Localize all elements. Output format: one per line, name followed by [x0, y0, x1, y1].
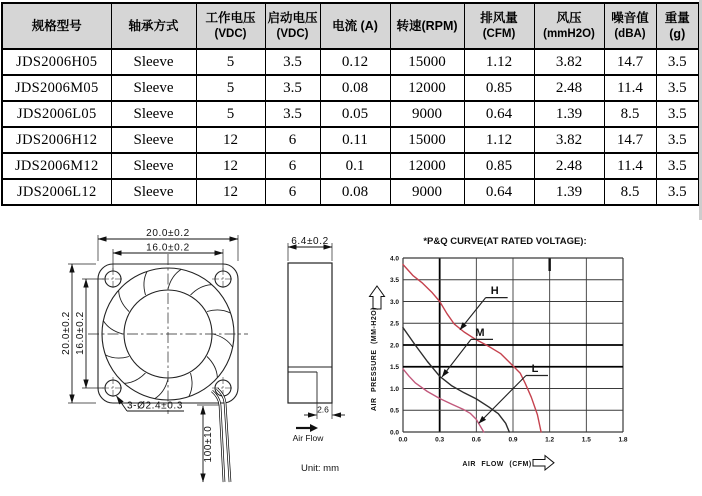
dim-width-outer: 20.0±0.2 — [146, 228, 190, 239]
table-cell: 0.1 — [320, 153, 390, 179]
table-cell: 12 — [196, 153, 265, 179]
table-cell: 6 — [265, 179, 320, 205]
table-cell: JDS2006M05 — [2, 75, 111, 101]
fan-side-view — [288, 263, 332, 403]
column-header-voltage: 工作电压 (VDC) — [196, 3, 265, 49]
table-cell: 12 — [196, 179, 265, 205]
table-row — [2, 179, 699, 205]
table-cell: Sleeve — [111, 127, 196, 153]
x-tick-label: 0.3 — [435, 436, 445, 444]
y-axis-label: AIR PRESSURE (MM-H2O) — [371, 306, 378, 412]
curve-label-arrow — [460, 298, 486, 330]
table-cell: 3.5 — [656, 75, 699, 101]
hole-callout: 3-Ø2.4±0.3 — [127, 400, 183, 412]
table-cell: 3.5 — [265, 101, 320, 127]
x-tick-label: 1.2 — [545, 436, 555, 444]
dim-hub-depth: 2.6 — [317, 404, 329, 415]
dimension-drawings — [60, 225, 360, 496]
table-cell: 1.12 — [464, 127, 534, 153]
dim-width-holes: 16.0±0.2 — [146, 242, 190, 254]
table-cell: JDS2006M12 — [2, 153, 111, 179]
dim-height-outer: 20.0±0.2 — [61, 311, 72, 355]
table-cell: JDS2006H05 — [2, 49, 111, 75]
table-cell: 0.64 — [464, 179, 534, 205]
table-cell: 11.4 — [604, 75, 656, 101]
table-cell: 0.08 — [320, 75, 390, 101]
column-header-model: 规格型号 — [2, 3, 111, 49]
curve-label-arrow — [479, 375, 526, 423]
column-header-current: 电流 (A) — [320, 3, 390, 49]
x-tick-label: 0.6 — [471, 436, 481, 444]
y-tick-label: 4.0 — [389, 255, 399, 263]
table-cell: 2.48 — [534, 75, 604, 101]
unit-note: Unit: mm — [301, 463, 339, 474]
chart-title: *P&Q CURVE(AT RATED VOLTAGE): — [423, 236, 587, 247]
table-cell: 12000 — [390, 75, 464, 101]
dim-height-holes: 16.0±0.2 — [75, 311, 86, 355]
table-cell: 5 — [196, 101, 265, 127]
table-cell: 0.85 — [464, 153, 534, 179]
y-tick-label: 3.0 — [389, 298, 399, 306]
table-cell: 12 — [196, 127, 265, 153]
table-row — [2, 101, 699, 127]
y-tick-label: 0.5 — [389, 407, 399, 415]
table-cell: 3.5 — [656, 101, 699, 127]
x-axis-right-arrow-icon — [533, 456, 554, 471]
x-tick-label: 1.8 — [618, 436, 628, 444]
y-tick-label: 2.5 — [389, 320, 399, 328]
table-cell: 3.5 — [656, 153, 699, 179]
table-cell: 15000 — [390, 127, 464, 153]
table-cell: 3.5 — [265, 49, 320, 75]
table-cell: 0.12 — [320, 49, 390, 75]
table-cell: 14.7 — [604, 127, 656, 153]
table-cell: 0.08 — [320, 179, 390, 205]
spec-table-header — [2, 3, 699, 49]
column-header-speed: 转速(RPM) — [390, 3, 464, 49]
table-cell: 3.82 — [534, 49, 604, 75]
table-cell: 3.5 — [656, 49, 699, 75]
x-tick-label: 1.5 — [581, 436, 591, 444]
air-flow-arrow-icon — [296, 424, 318, 432]
curve-label-H: H — [490, 285, 499, 298]
spec-table — [1, 2, 700, 206]
table-cell: 6 — [265, 153, 320, 179]
table-cell: Sleeve — [111, 75, 196, 101]
table-cell: 0.11 — [320, 127, 390, 153]
y-tick-label: 1.5 — [389, 364, 399, 372]
table-cell: Sleeve — [111, 153, 196, 179]
table-cell: 8.5 — [604, 101, 656, 127]
curve-label-L: L — [531, 362, 539, 375]
y-tick-label: 3.5 — [389, 277, 399, 285]
table-cell: 3.5 — [265, 75, 320, 101]
table-cell: 9000 — [390, 101, 464, 127]
column-header-noise: 噪音值 (dBA) — [604, 3, 656, 49]
y-tick-label: 0.0 — [389, 429, 399, 437]
y-tick-label: 2.0 — [389, 342, 399, 350]
table-cell: 0.64 — [464, 101, 534, 127]
table-row — [2, 49, 699, 75]
table-cell: 3.82 — [534, 127, 604, 153]
table-row — [2, 127, 699, 153]
table-cell: 2.48 — [534, 153, 604, 179]
x-tick-label: 0.0 — [398, 436, 408, 444]
table-cell: 8.5 — [604, 179, 656, 205]
y-axis-up-arrow-icon — [370, 286, 385, 309]
pq-curve-chart — [355, 228, 702, 496]
x-axis-label: AIR FLOW (CFM) — [462, 461, 532, 468]
chart-grid — [403, 258, 623, 432]
spec-table-body — [2, 49, 699, 205]
wire-length-dim: 100±10 — [203, 425, 214, 463]
table-cell: 5 — [196, 49, 265, 75]
chart-curves — [403, 265, 541, 433]
table-cell: 15000 — [390, 49, 464, 75]
chart-tick-labels — [390, 255, 628, 443]
table-cell: JDS2006L12 — [2, 179, 111, 205]
table-cell: 3.5 — [656, 127, 699, 153]
table-row — [2, 153, 699, 179]
column-header-start-voltage: 启动电压 (VDC) — [265, 3, 320, 49]
column-header-airflow: 排风量 (CFM) — [464, 3, 534, 49]
table-cell: Sleeve — [111, 49, 196, 75]
table-cell: JDS2006L05 — [2, 101, 111, 127]
table-cell: Sleeve — [111, 101, 196, 127]
curve-H — [403, 265, 541, 433]
y-tick-label: 1.0 — [389, 385, 399, 393]
table-row — [2, 75, 699, 101]
table-cell: 1.39 — [534, 179, 604, 205]
air-flow-label: Air Flow — [292, 433, 324, 443]
fan-front-view — [88, 254, 248, 414]
dim-depth: 6.4±0.2 — [291, 236, 329, 247]
table-cell: 11.4 — [604, 153, 656, 179]
table-cell: 6 — [265, 127, 320, 153]
table-cell: 0.05 — [320, 101, 390, 127]
chart-annotations — [442, 285, 548, 423]
table-cell: JDS2006H12 — [2, 127, 111, 153]
column-header-pressure: 风压 (mmH2O) — [534, 3, 604, 49]
table-cell: 1.39 — [534, 101, 604, 127]
curve-M — [403, 328, 509, 432]
table-cell: 14.7 — [604, 49, 656, 75]
table-cell: 3.5 — [656, 179, 699, 205]
table-cell: 0.85 — [464, 75, 534, 101]
table-cell: 5 — [196, 75, 265, 101]
column-header-weight: 重量 (g) — [656, 3, 699, 49]
table-cell: 12000 — [390, 153, 464, 179]
x-tick-label: 0.9 — [508, 436, 518, 444]
curve-label-M: M — [475, 326, 485, 339]
table-cell: 1.12 — [464, 49, 534, 75]
column-header-bearing: 轴承方式 — [111, 3, 196, 49]
table-cell: 9000 — [390, 179, 464, 205]
table-cell: Sleeve — [111, 179, 196, 205]
